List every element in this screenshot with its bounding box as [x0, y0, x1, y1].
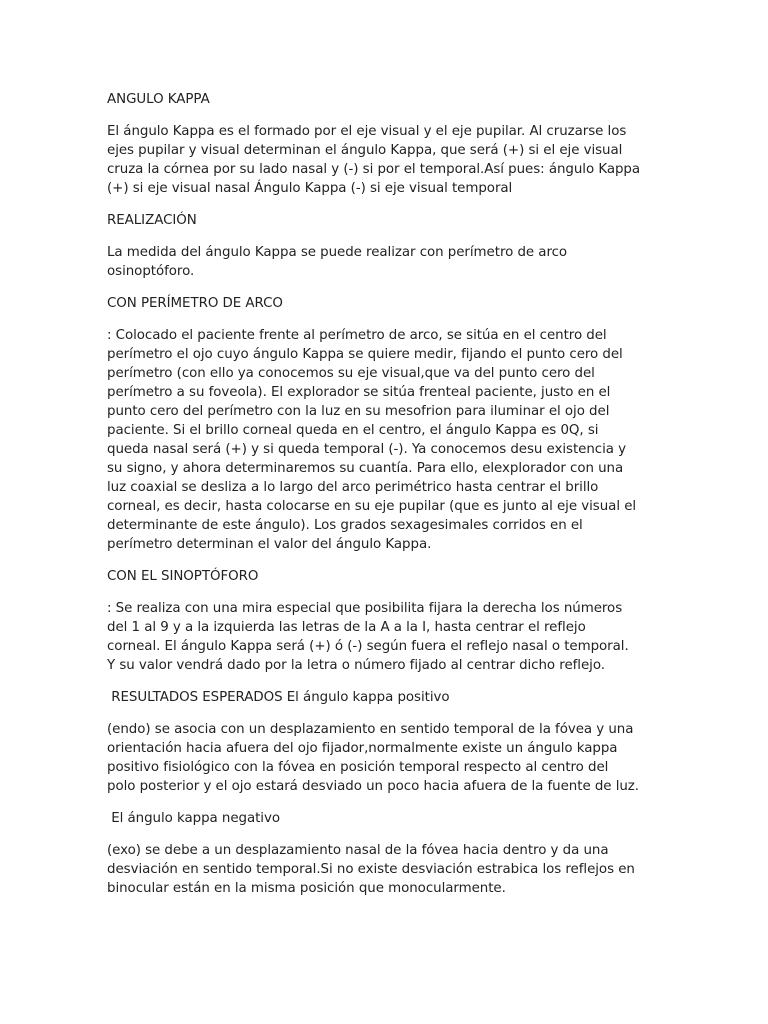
text-line: (exo) se debe a un desplazamiento nasal de la fóvea hacia dentro y da una [107, 843, 609, 858]
text-line: desviación en sentido temporal.Si no existe desviación estrabica los reflejos en [107, 862, 635, 877]
text-line: RESULTADOS ESPERADOS El ángulo kappa positivo [107, 690, 450, 705]
paragraph-perimetro-de-arco [107, 326, 663, 554]
text-line: perímetro el ojo cuyo ángulo Kappa se quiere medir, fijando el punto cero del [107, 347, 623, 362]
text-line: El ángulo Kappa es el formado por el eje visual y el eje pupilar. Al cruzarse los [107, 124, 627, 139]
text-line: determinante de este ángulo). Los grados sexagesimales corridos en el [107, 518, 583, 533]
text-line: perímetro a su foveola). El explorador se sitúa frenteal paciente, justo en el [107, 385, 611, 400]
text-line: CON EL SINOPTÓFORO [107, 569, 259, 584]
heading-angulo-kappa [107, 90, 663, 109]
text-line: su signo, y ahora determinaremos su cuantía. Para ello, elexplorador con una [107, 461, 624, 476]
heading-sinoptoforo [107, 567, 663, 586]
text-line: (+) si eje visual nasal Ángulo Kappa (-) si eje visual temporal [107, 181, 513, 196]
text-line: positivo fisiológico con la fóvea en posición temporal respecto al centro del [107, 760, 609, 775]
text-line: del 1 al 9 y a la izquierda las letras de la A a la I, hasta centrar el reflejo [107, 620, 586, 635]
document-page [107, 90, 663, 911]
text-line: orientación hacia afuera del ojo fijador,normalmente existe un ángulo kappa [107, 741, 618, 756]
text-line: paciente. Si el brillo corneal queda en el centro, el ángulo Kappa es 0Q, si [107, 423, 599, 438]
text-line: perímetro determinan el valor del ángulo Kappa. [107, 537, 432, 552]
text-line: ejes pupilar y visual determinan el ángulo Kappa, que será (+) si el eje visual [107, 143, 623, 158]
text-line: polo posterior y el ojo estará desviado un poco hacia afuera de la fuente de luz. [107, 779, 639, 794]
text-line: punto cero del perímetro con la luz en su mesofrion para iluminar el ojo del [107, 404, 610, 419]
text-line: REALIZACIÓN [107, 213, 197, 228]
text-line: (endo) se asocia con un desplazamiento en sentido temporal de la fóvea y una [107, 722, 634, 737]
text-line: osinoptóforo. [107, 264, 195, 279]
paragraph-sinoptoforo [107, 599, 663, 675]
text-line: corneal, es decir, hasta colocarse en su eje pupilar (que es junto al eje visual el [107, 499, 637, 514]
text-line: cruza la córnea por su lado nasal y (-) si por el temporal.Así pues: ángulo Kappa [107, 162, 641, 177]
text-line: binocular están en la misma posición que monocularmente. [107, 881, 506, 896]
text-line: El ángulo kappa negativo [107, 811, 280, 826]
text-line: : Se realiza con una mira especial que posibilita fijara la derecha los números [107, 601, 623, 616]
text-line: corneal. El ángulo Kappa será (+) ó (-) según fuera el reflejo nasal o temporal. [107, 639, 629, 654]
heading-perimetro-de-arco [107, 294, 663, 313]
text-line: : Colocado el paciente frente al perímetro de arco, se sitúa en el centro del [107, 328, 607, 343]
text-line: La medida del ángulo Kappa se puede realizar con perímetro de arco [107, 245, 568, 260]
text-line: luz coaxial se desliza a lo largo del arco perimétrico hasta centrar el brillo [107, 480, 599, 495]
heading-resultados-positivo [107, 688, 663, 707]
paragraph-kappa-positivo [107, 720, 663, 796]
text-line: ANGULO KAPPA [107, 92, 210, 107]
paragraph-definition [107, 122, 663, 198]
text-line: queda nasal será (+) y si queda temporal (-). Ya conocemos desu existencia y [107, 442, 627, 457]
paragraph-realizacion [107, 243, 663, 281]
text-line: Y su valor vendrá dado por la letra o número fijado al centrar dicho reflejo. [107, 658, 605, 673]
heading-kappa-negativo [107, 809, 663, 828]
text-line: perímetro (con ello ya conocemos su eje visual,que va del punto cero del [107, 366, 595, 381]
paragraph-kappa-negativo [107, 841, 663, 898]
text-line: CON PERÍMETRO DE ARCO [107, 296, 283, 311]
heading-realizacion [107, 211, 663, 230]
